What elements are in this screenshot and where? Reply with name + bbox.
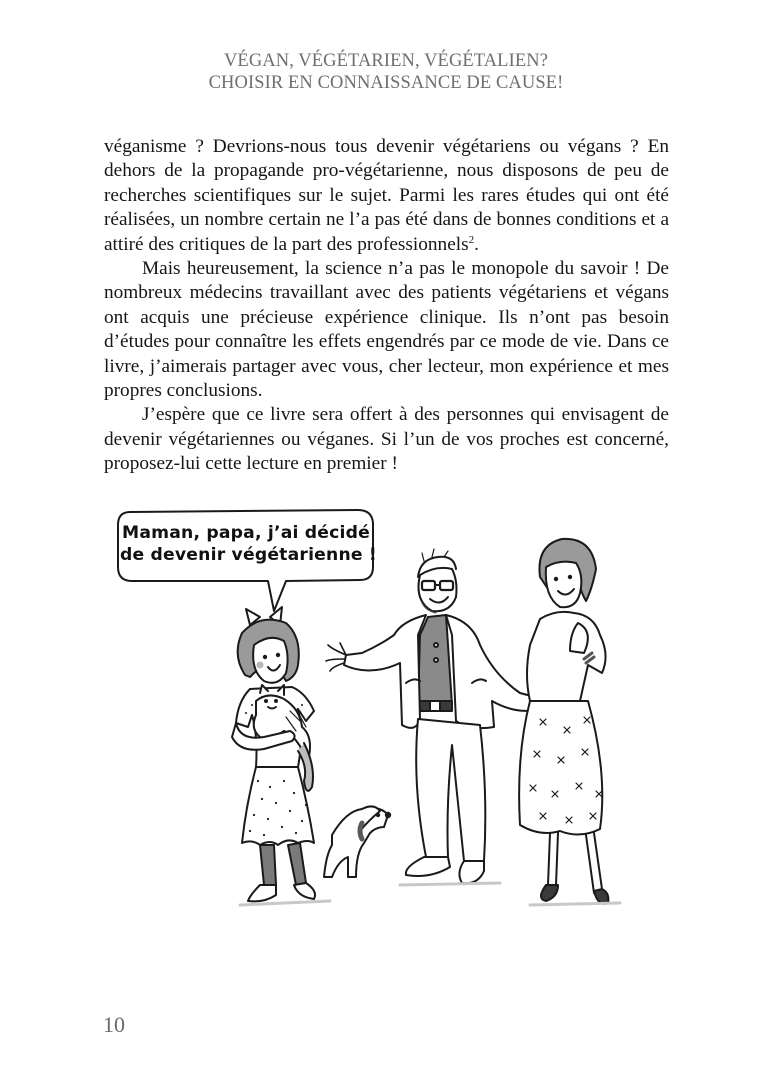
paragraph-3: J’espère que ce livre sera offert à des personnes qui envisagent de devenir végétariennes ou véganes. Si l’un de vos proches est concerné, proposez-lui cette lecture en premier ! (104, 404, 669, 475)
speech-bubble-text (120, 522, 377, 566)
page-number: 10 (103, 1012, 125, 1037)
paragraph-1 (104, 135, 669, 257)
speech-bubble-line-2: de devenir végétarienne ! (120, 545, 377, 565)
family-illustration (100, 505, 660, 915)
running-header-line-1: VÉGAN, VÉGÉTARIEN, VÉGÉTALIEN? (223, 51, 549, 71)
speech-bubble-line-1: Maman, papa, j’ai décidé (122, 523, 370, 543)
paragraph-2: Mais heureusement, la science n’a pas le monopole du savoir ! De nombreux médecins travaillant avec des patients végétariens et végans ont acquis une précieuse expérience clinique. Ils n’ont pas besoin d’études pour connaître les effets engendrés par ce mode de vie. Dans ce livre, j’aimerais partager avec vous, cher lecteur, mon expérience et mes propres conclusions. (104, 258, 669, 402)
running-header-line-2: CHOISIR EN CONNAISSANCE DE CAUSE! (208, 73, 564, 93)
running-header (0, 50, 772, 94)
paragraph-1-tail: . (474, 233, 479, 255)
mother-figure (519, 539, 608, 904)
body-text (104, 135, 669, 477)
dog-figure (324, 806, 390, 877)
illustration-drawing (100, 505, 660, 915)
footnote-reference[interactable]: 2 (468, 233, 475, 246)
paragraph-1-text: véganisme ? Devrions-nous tous devenir végétariens ou végans ? En dehors de la propagande pro-végétarienne, nous disposons de peu de recherches scientifiques sur le sujet. Parmi les rares études qui ont été réalisées, un nombre certain ne l’a pas été dans de bonnes conditions et a attiré des critiques de la part des professionnels (104, 136, 669, 255)
girl-figure (232, 607, 315, 901)
